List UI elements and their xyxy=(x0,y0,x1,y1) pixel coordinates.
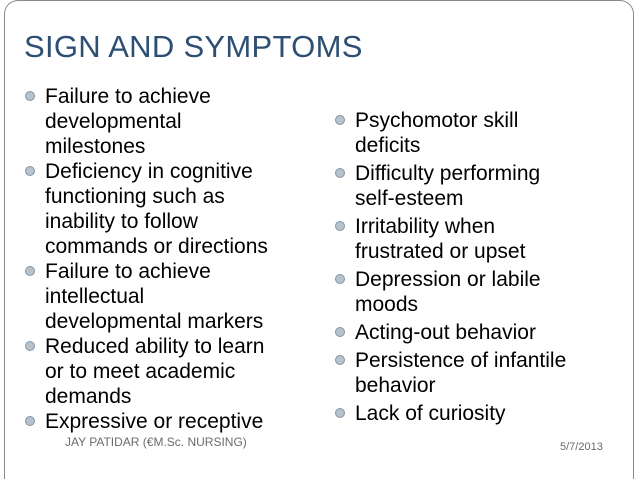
bullet-text: Difficulty performing self-esteem xyxy=(355,162,541,210)
bullet-icon xyxy=(335,168,345,178)
bullet-icon xyxy=(335,115,345,125)
bullet-icon xyxy=(25,341,35,351)
bullet-item xyxy=(20,409,320,434)
bullet-icon xyxy=(25,416,35,426)
footer-author: JAY PATIDAR (€M.Sc. NURSING) xyxy=(65,435,247,449)
bullet-item xyxy=(330,108,630,158)
bullet-text: Reduced ability to learn or to meet academic demands xyxy=(45,335,265,408)
bullet-item xyxy=(20,334,320,409)
bullet-text: Acting-out behavior xyxy=(355,321,536,344)
bullet-text: Persistence of infantile behavior xyxy=(355,349,567,397)
bullet-text: Expressive or receptive xyxy=(45,410,264,433)
left-bullet-list xyxy=(20,84,320,434)
bullet-item xyxy=(330,348,630,398)
bullet-text: Psychomotor skill deficits xyxy=(355,109,519,157)
bullet-item xyxy=(330,401,630,426)
bullet-icon xyxy=(335,408,345,418)
bullet-text: Deficiency in cognitive functioning such as inability to follow commands or directions xyxy=(45,160,268,258)
bullet-icon xyxy=(335,327,345,337)
bullet-text: Failure to achieve developmental milestones xyxy=(45,85,211,158)
right-bullet-list xyxy=(330,108,630,429)
bullet-icon xyxy=(25,266,35,276)
bullet-icon xyxy=(335,221,345,231)
bullet-item xyxy=(330,214,630,264)
bullet-item xyxy=(330,267,630,317)
bullet-item xyxy=(20,84,320,159)
bullet-icon xyxy=(335,355,345,365)
footer-date: 5/7/2013 xyxy=(560,441,603,453)
bullet-icon xyxy=(335,274,345,284)
bullet-text: Failure to achieve intellectual developmental markers xyxy=(45,260,264,333)
bullet-text: Depression or labile moods xyxy=(355,268,541,316)
bullet-icon xyxy=(25,91,35,101)
slide-title: SIGN AND SYMPTOMS xyxy=(24,29,363,64)
bullet-icon xyxy=(25,166,35,176)
bullet-text: Irritability when frustrated or upset xyxy=(355,215,526,263)
bullet-item xyxy=(330,320,630,345)
bullet-item xyxy=(330,161,630,211)
bullet-item xyxy=(20,259,320,334)
bullet-text: Lack of curiosity xyxy=(355,402,506,425)
slide xyxy=(4,0,634,479)
bullet-item xyxy=(20,159,320,259)
